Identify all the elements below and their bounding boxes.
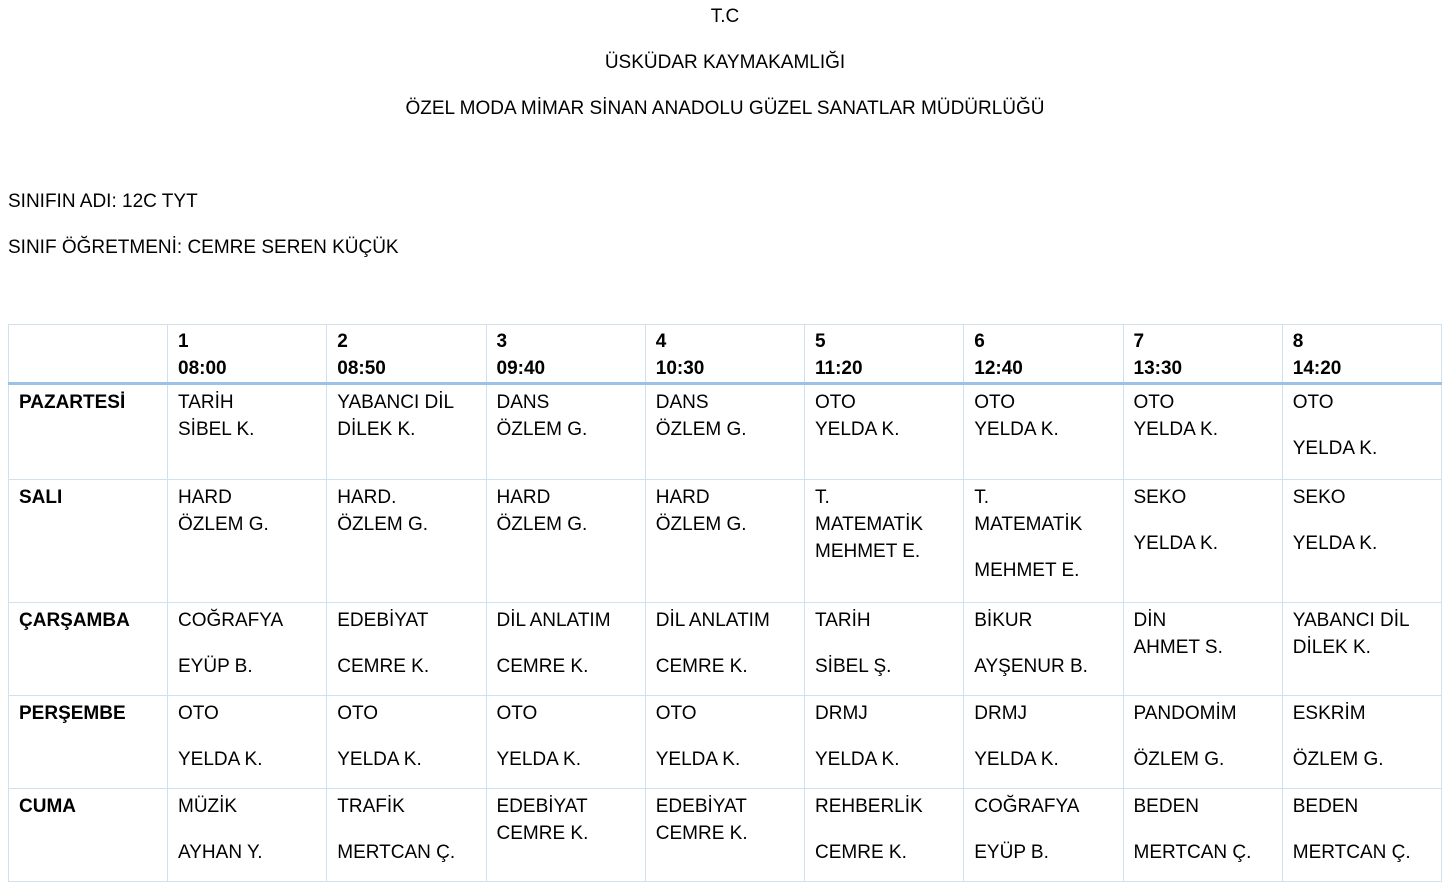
lesson-subject: YABANCI DİL	[337, 392, 455, 413]
lesson-cell	[964, 480, 1123, 603]
day-label: CUMA	[9, 789, 168, 882]
lesson-cell	[1282, 480, 1441, 603]
lesson-text: CEMRE K.	[655, 823, 748, 844]
lesson-cell	[1282, 384, 1441, 480]
line-gap	[497, 634, 635, 653]
lesson-cell	[1123, 480, 1282, 603]
lesson-cell	[486, 603, 645, 696]
lesson-cell	[805, 480, 964, 603]
lesson-subject: BEDEN	[1292, 796, 1359, 817]
period-number: 3	[496, 331, 508, 352]
lesson-subject: TARİH	[178, 392, 234, 413]
period-header-1	[168, 325, 327, 384]
lesson-subject: DİN	[1133, 610, 1167, 631]
line-gap	[337, 634, 475, 653]
lesson-subject: OTO	[974, 392, 1016, 413]
lesson-cell	[645, 789, 804, 882]
lesson-cell	[964, 384, 1123, 480]
lesson-subject: COĞRAFYA	[974, 796, 1080, 817]
period-number: 2	[337, 331, 348, 352]
lesson-text: YELDA K.	[178, 749, 263, 770]
period-time: 12:40	[974, 358, 1023, 379]
day-row	[9, 603, 1442, 696]
period-time: 14:20	[1292, 358, 1342, 379]
period-time: 11:20	[815, 358, 863, 379]
lesson-subject: HARD.	[337, 487, 397, 508]
lesson-cell	[1123, 384, 1282, 480]
timetable-header-row	[9, 325, 1442, 384]
line-gap	[1134, 511, 1272, 530]
lesson-cell	[486, 696, 645, 789]
lesson-text: AYŞENUR B.	[974, 656, 1088, 677]
lesson-cell	[805, 384, 964, 480]
lesson-subject: EDEBİYAT	[496, 796, 588, 817]
lesson-cell	[168, 603, 327, 696]
lesson-cell	[645, 603, 804, 696]
period-time: 08:50	[337, 358, 386, 379]
period-time: 08:00	[178, 358, 227, 379]
class-teacher: SINIF ÖĞRETMENİ: CEMRE SEREN KÜÇÜK	[8, 237, 399, 258]
lesson-text: DİLEK K.	[1292, 637, 1371, 658]
line-gap	[974, 727, 1112, 746]
period-number: 7	[1133, 331, 1145, 352]
lesson-cell	[645, 696, 804, 789]
line-gap	[974, 820, 1112, 839]
lesson-cell	[486, 384, 645, 480]
day-label: SALI	[9, 480, 168, 603]
lesson-text: CEMRE K.	[496, 823, 589, 844]
lesson-subject: DRMJ	[974, 703, 1028, 724]
lesson-text: ÖZLEM G.	[655, 514, 747, 535]
lesson-text: YELDA K.	[974, 419, 1059, 440]
lesson-text: AYHAN Y.	[178, 842, 263, 863]
period-header-3	[486, 325, 645, 384]
lesson-cell	[964, 696, 1123, 789]
lesson-subject: YABANCI DİL	[1292, 610, 1410, 631]
lesson-cell	[1282, 696, 1441, 789]
lesson-subject: DANS	[655, 392, 709, 413]
day-row	[9, 696, 1442, 789]
line-gap	[1134, 727, 1272, 746]
lesson-cell	[645, 384, 804, 480]
lesson-subject: SEKO	[1292, 487, 1346, 508]
line-gap	[815, 634, 953, 653]
lesson-subject: HARD	[178, 487, 232, 508]
lesson-cell	[168, 480, 327, 603]
lesson-subject: DİL ANLATIM	[496, 610, 611, 631]
lesson-text: YELDA K.	[1292, 438, 1378, 459]
lesson-subject: BEDEN	[1133, 796, 1199, 817]
lesson-subject: OTO	[178, 703, 219, 724]
timetable	[8, 324, 1442, 882]
line-gap	[497, 727, 635, 746]
line-gap	[337, 820, 475, 839]
line-gap	[974, 634, 1112, 653]
line-gap	[815, 727, 953, 746]
day-row	[9, 789, 1442, 882]
period-header-2	[327, 325, 486, 384]
lesson-text: YELDA K.	[655, 749, 741, 770]
lesson-cell	[1123, 696, 1282, 789]
lesson-subject: EDEBİYAT	[337, 610, 429, 631]
lesson-cell	[327, 603, 486, 696]
lesson-subject: OTO	[1292, 392, 1334, 413]
lesson-cell	[168, 384, 327, 480]
line-gap	[815, 820, 953, 839]
lesson-text: MATEMATİK	[815, 514, 924, 535]
lesson-cell	[1123, 789, 1282, 882]
header-school: ÖZEL MODA MİMAR SİNAN ANADOLU GÜZEL SANATLAR MÜDÜRLÜĞÜ	[405, 98, 1045, 119]
lesson-text: YELDA K.	[496, 749, 581, 770]
line-gap	[337, 727, 475, 746]
lesson-text: MERTCAN Ç.	[1133, 842, 1252, 863]
lesson-cell	[327, 480, 486, 603]
lesson-cell	[1282, 603, 1441, 696]
line-gap	[178, 727, 316, 746]
line-gap	[1134, 820, 1272, 839]
lesson-text: ÖZLEM G.	[496, 514, 588, 535]
lesson-cell	[327, 696, 486, 789]
lesson-cell	[645, 480, 804, 603]
lesson-text: YELDA K.	[1133, 419, 1218, 440]
line-gap	[1293, 727, 1431, 746]
lesson-cell	[1123, 603, 1282, 696]
lesson-cell	[805, 696, 964, 789]
lesson-text: ÖZLEM G.	[337, 514, 429, 535]
lesson-subject: PANDOMİM	[1133, 703, 1237, 724]
day-label: PERŞEMBE	[9, 696, 168, 789]
lesson-subject: OTO	[815, 392, 856, 413]
lesson-text: YELDA K.	[337, 749, 422, 770]
line-gap	[1293, 416, 1431, 435]
period-header-5	[805, 325, 964, 384]
period-time: 09:40	[496, 358, 546, 379]
lesson-cell	[327, 384, 486, 480]
lesson-subject: MÜZİK	[178, 796, 238, 817]
lesson-text: MEHMET E.	[815, 541, 921, 562]
lesson-cell	[805, 603, 964, 696]
lesson-cell	[486, 480, 645, 603]
period-header-7	[1123, 325, 1282, 384]
period-number: 8	[1292, 331, 1304, 352]
lesson-text: ÖZLEM G.	[496, 419, 588, 440]
line-gap	[656, 727, 794, 746]
header-district: ÜSKÜDAR KAYMAKAMLIĞI	[604, 52, 846, 73]
lesson-text: CEMRE K.	[337, 656, 430, 677]
lesson-subject: DRMJ	[815, 703, 868, 724]
lesson-subject: COĞRAFYA	[178, 610, 284, 631]
header-tc: T.C	[710, 6, 740, 27]
line-gap	[656, 634, 794, 653]
lesson-subject: HARD	[655, 487, 710, 508]
day-row	[9, 480, 1442, 603]
lesson-cell	[327, 789, 486, 882]
lesson-text: ÖZLEM G.	[1292, 749, 1384, 770]
lesson-subject: T.	[974, 487, 990, 508]
lesson-text: DİLEK K.	[337, 419, 416, 440]
day-row	[9, 384, 1442, 480]
lesson-text: YELDA K.	[1292, 533, 1378, 554]
period-number: 1	[178, 331, 189, 352]
lesson-cell	[168, 789, 327, 882]
lesson-text: ÖZLEM G.	[1133, 749, 1225, 770]
period-header-8	[1282, 325, 1441, 384]
lesson-cell	[805, 789, 964, 882]
period-time: 10:30	[655, 358, 705, 379]
period-header-6	[964, 325, 1123, 384]
lesson-text: CEMRE K.	[655, 656, 748, 677]
lesson-text: YELDA K.	[974, 749, 1059, 770]
lesson-text: YELDA K.	[815, 749, 900, 770]
lesson-text: ÖZLEM G.	[655, 419, 747, 440]
lesson-text: YELDA K.	[815, 419, 900, 440]
lesson-subject: TRAFİK	[337, 796, 405, 817]
period-number: 4	[655, 331, 667, 352]
lesson-cell	[168, 696, 327, 789]
lesson-text: SİBEL K.	[178, 419, 255, 440]
lesson-cell	[1282, 789, 1441, 882]
lesson-text: MEHMET E.	[974, 560, 1080, 581]
lesson-cell	[964, 603, 1123, 696]
lesson-subject: OTO	[1133, 392, 1175, 413]
lesson-subject: OTO	[337, 703, 379, 724]
lesson-subject: OTO	[655, 703, 697, 724]
line-gap	[974, 538, 1112, 557]
lesson-subject: T.	[815, 487, 830, 508]
class-name: SINIFIN ADI: 12C TYT	[8, 191, 198, 212]
lesson-subject: TARİH	[815, 610, 871, 631]
lesson-text: YELDA K.	[1133, 533, 1218, 554]
lesson-subject: BİKUR	[974, 610, 1033, 631]
line-gap	[178, 820, 316, 839]
lesson-subject: DANS	[496, 392, 550, 413]
lesson-text: MATEMATİK	[974, 514, 1083, 535]
lesson-subject: SEKO	[1133, 487, 1187, 508]
lesson-cell	[964, 789, 1123, 882]
lesson-text: EYÜP B.	[974, 842, 1049, 863]
lesson-subject: EDEBİYAT	[655, 796, 747, 817]
period-number: 5	[815, 331, 826, 352]
line-gap	[1293, 511, 1431, 530]
lesson-text: ÖZLEM G.	[178, 514, 269, 535]
lesson-subject: REHBERLİK	[815, 796, 923, 817]
lesson-cell	[486, 789, 645, 882]
lesson-text: MERTCAN Ç.	[1292, 842, 1411, 863]
period-header-4	[645, 325, 804, 384]
lesson-text: CEMRE K.	[496, 656, 589, 677]
day-label: PAZARTESİ	[9, 384, 168, 480]
corner-cell	[9, 325, 168, 384]
day-label: ÇARŞAMBA	[9, 603, 168, 696]
lesson-text: MERTCAN Ç.	[337, 842, 456, 863]
lesson-text: CEMRE K.	[815, 842, 907, 863]
line-gap	[178, 634, 316, 653]
lesson-text: EYÜP B.	[178, 656, 253, 677]
lesson-text: SİBEL Ş.	[815, 656, 892, 677]
lesson-subject: HARD	[496, 487, 551, 508]
lesson-subject: OTO	[496, 703, 538, 724]
period-number: 6	[974, 331, 985, 352]
period-time: 13:30	[1133, 358, 1183, 379]
lesson-subject: DİL ANLATIM	[655, 610, 770, 631]
lesson-text: AHMET S.	[1133, 637, 1223, 658]
line-gap	[1293, 820, 1431, 839]
lesson-subject: ESKRİM	[1292, 703, 1366, 724]
